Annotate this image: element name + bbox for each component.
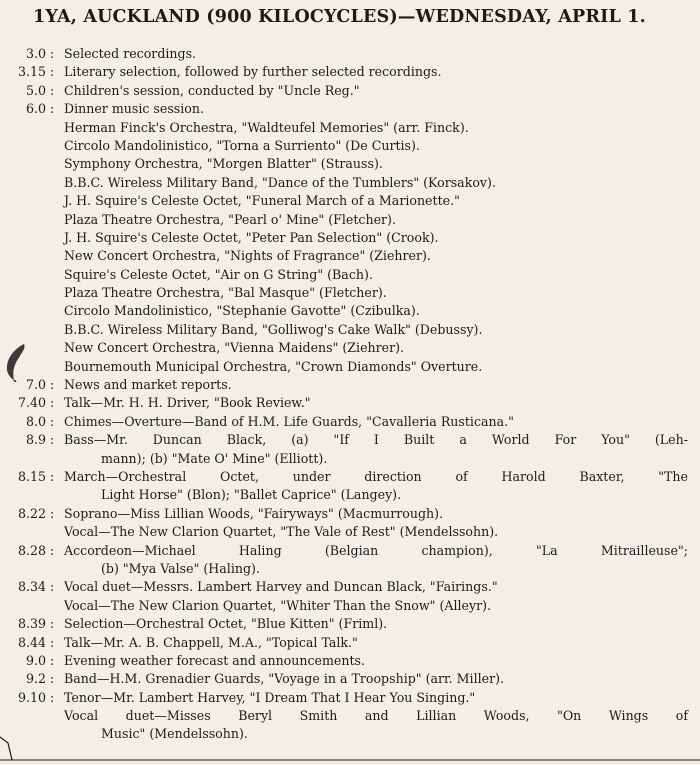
column-rule	[0, 735, 700, 765]
time-separator: :	[50, 377, 55, 393]
entry-time: 8.15	[17, 468, 46, 484]
dinner-music-item: Plaza Theatre Orchestra, "Bal Masque" (Fletcher).	[64, 285, 387, 301]
entry-text-continued: mann); (b) "Mate O' Mine" (Elliott).	[101, 450, 328, 466]
entry-time: 9.2	[25, 671, 46, 687]
entry-time: 9.10	[17, 689, 46, 705]
program-entry	[0, 82, 700, 100]
entry-text: Vocal duet—Messrs. Lambert Harvey and Duncan Black, "Fairings."	[64, 579, 498, 595]
program-entry	[0, 431, 700, 468]
time-separator: :	[50, 542, 55, 558]
program-entry	[0, 45, 700, 63]
time-separator: :	[50, 468, 55, 484]
program-entry	[0, 542, 700, 579]
time-separator: :	[50, 395, 55, 411]
program-entry	[0, 505, 700, 542]
entry-text: News and market reports.	[64, 377, 232, 393]
program-entry	[0, 394, 700, 412]
time-separator: :	[50, 616, 55, 632]
dinner-music-item: Symphony Orchestra, "Morgen Blatter" (Strauss).	[64, 156, 383, 172]
dinner-music-item: Squire's Celeste Octet, "Air on G String" (Bach).	[64, 266, 373, 282]
program-entry	[0, 634, 700, 652]
program-entry	[0, 100, 700, 376]
program-schedule	[0, 45, 700, 744]
entry-text: Soprano—Miss Lillian Woods, "Fairyways" (Macmurrough).	[64, 505, 444, 521]
dinner-music-item: Plaza Theatre Orchestra, "Pearl o' Mine" (Fletcher).	[64, 211, 396, 227]
dinner-music-item: J. H. Squire's Celeste Octet, "Funeral March of a Marionette."	[64, 193, 460, 209]
entry-text: Talk—Mr. H. H. Driver, "Book Review."	[64, 395, 311, 411]
entry-text-continued: (b) "Mya Valse" (Haling).	[101, 560, 260, 576]
time-separator: :	[50, 64, 55, 80]
entry-time: 3.15	[17, 64, 46, 80]
entry-time: 8.22	[17, 505, 46, 521]
entry-time: 8.9	[25, 432, 46, 448]
entry-text: Selected recordings.	[64, 46, 197, 61]
dinner-music-item: New Concert Orchestra, "Vienna Maidens" (Ziehrer).	[64, 340, 405, 356]
entry-text-continued: Vocal—The New Clarion Quartet, "Whiter Than the Snow" (Alleyr).	[64, 597, 492, 613]
dinner-music-item: Circolo Mandolinistico, "Torna a Surriento" (De Curtis).	[64, 137, 420, 153]
ink-blot-icon	[2, 342, 32, 382]
time-separator: :	[50, 101, 55, 117]
program-entry	[0, 413, 700, 431]
entry-time: 6.0	[25, 101, 46, 117]
dinner-music-item: J. H. Squire's Celeste Octet, "Peter Pan Selection" (Crook).	[64, 229, 439, 245]
time-separator: :	[50, 505, 55, 521]
time-separator: :	[50, 689, 55, 705]
dinner-music-item: Circolo Mandolinistico, "Stephanie Gavotte" (Czibulka).	[64, 303, 420, 319]
entry-text: Children's session, conducted by "Uncle Reg."	[64, 82, 360, 98]
entry-time: 8.0	[25, 413, 46, 429]
entry-text: Literary selection, followed by further selected recordings.	[64, 64, 442, 80]
entry-time: 5.0	[25, 82, 46, 98]
station-heading: 1YA, AUCKLAND (900 KILOCYCLES)—WEDNESDAY, APRIL 1.	[33, 7, 646, 27]
entry-text: Chimes—Overture—Band of H.M. Life Guards, "Cavalleria Rusticana."	[64, 413, 514, 429]
entry-time: 3.0	[25, 46, 46, 61]
entry-text: Band—H.M. Grenadier Guards, "Voyage in a Troopship" (arr. Miller).	[64, 671, 505, 687]
entry-text-continued: Music" (Mendelssohn).	[101, 726, 248, 742]
entry-text: Bass—Mr. Duncan Black, (a) "If I Built a World For You" (Leh-	[64, 432, 688, 448]
entry-time: 7.0	[25, 377, 46, 393]
program-entry	[0, 63, 700, 81]
time-separator: :	[50, 46, 55, 61]
entry-time: 8.34	[17, 579, 46, 595]
entry-text: Selection—Orchestral Octet, "Blue Kitten" (Friml).	[64, 616, 388, 632]
dinner-music-item: Herman Finck's Orchestra, "Waldteufel Memories" (arr. Finck).	[64, 119, 469, 135]
time-separator: :	[50, 634, 55, 650]
entry-text: March—Orchestral Octet, under direction of Harold Baxter, "The	[64, 468, 688, 484]
time-separator: :	[50, 413, 55, 429]
entry-text: Accordeon—Michael Haling (Belgian champion), "La Mitrailleuse";	[64, 542, 688, 558]
entry-time: 8.44	[17, 634, 46, 650]
entry-text: Evening weather forecast and announcements.	[64, 652, 366, 668]
entry-text-continued: Vocal—The New Clarion Quartet, "The Vale of Rest" (Mendelssohn).	[64, 524, 499, 540]
time-separator: :	[50, 652, 55, 668]
entry-time: 7.40	[17, 395, 46, 411]
dinner-music-item: B.B.C. Wireless Military Band, "Golliwog's Cake Walk" (Debussy).	[64, 321, 483, 337]
entry-text: Talk—Mr. A. B. Chappell, M.A., "Topical Talk."	[64, 634, 358, 650]
program-entry	[0, 652, 700, 670]
time-separator: :	[50, 82, 55, 98]
program-entry	[0, 468, 700, 505]
dinner-music-item: B.B.C. Wireless Military Band, "Dance of the Tumblers" (Korsakov).	[64, 174, 496, 190]
time-separator: :	[50, 579, 55, 595]
program-entry	[0, 578, 700, 615]
program-entry	[0, 615, 700, 633]
entry-time: 8.28	[17, 542, 46, 558]
dinner-music-item: Bournemouth Municipal Orchestra, "Crown Diamonds" Overture.	[64, 358, 483, 374]
time-separator: :	[50, 671, 55, 687]
entry-time: 8.39	[17, 616, 46, 632]
program-entry	[0, 376, 700, 394]
entry-text: Tenor—Mr. Lambert Harvey, "I Dream That I Hear You Singing."	[64, 689, 476, 705]
dinner-music-item: New Concert Orchestra, "Nights of Fragrance" (Ziehrer).	[64, 248, 431, 264]
entry-text: Dinner music session.	[64, 101, 204, 117]
program-entry	[0, 670, 700, 688]
entry-text-continued: Vocal duet—Misses Beryl Smith and Lillian Woods, "On Wings of	[64, 708, 688, 724]
time-separator: :	[50, 432, 55, 448]
entry-text-continued: Light Horse" (Blon); "Ballet Caprice" (Langey).	[101, 487, 402, 503]
entry-time: 9.0	[25, 652, 46, 668]
